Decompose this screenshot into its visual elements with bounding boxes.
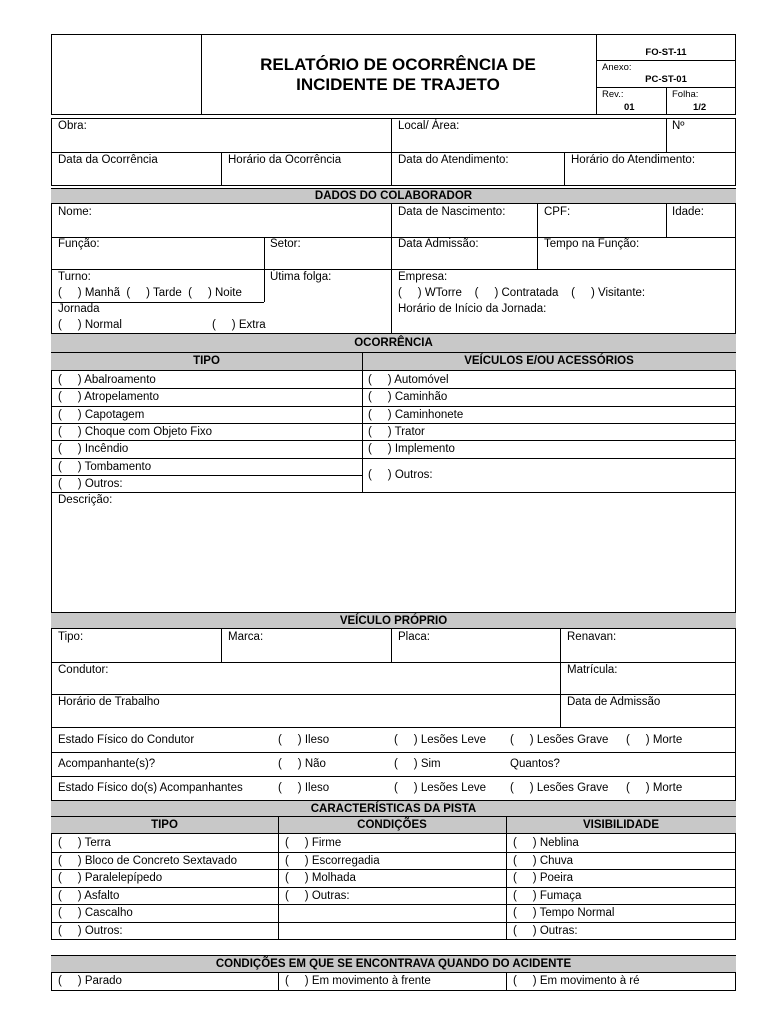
funcao-field[interactable]: Função: — [58, 238, 100, 250]
data-ocorrencia-field[interactable]: Data da Ocorrência — [58, 154, 158, 166]
ocorrencia-tipo-option[interactable]: ( ) Capotagem — [58, 409, 145, 421]
ocorrencia-veiculo-option[interactable]: ( ) Caminhão — [368, 391, 448, 403]
section-condicoes-acidente: CONDIÇÕES EM QUE SE ENCONTRAVA QUANDO DO ACIDENTE — [51, 955, 736, 973]
acompanhantes-ileso-option[interactable]: ( ) Ileso — [278, 782, 330, 794]
data-atendimento-field[interactable]: Data do Atendimento: — [398, 154, 509, 166]
ocorrencia-tipo-option[interactable]: ( ) Tombamento — [58, 461, 152, 473]
local-field[interactable]: Local/ Área: — [398, 120, 460, 132]
sheet-label: Folha: — [672, 89, 699, 100]
pista-condicao-option[interactable]: ( ) Firme — [285, 837, 342, 849]
condutor-field[interactable]: Condutor: — [58, 664, 109, 676]
inicio-jornada-field[interactable]: Horário de Início da Jornada: — [398, 303, 547, 315]
pista-visibilidade-option[interactable]: ( ) Chuva — [513, 855, 574, 867]
empresa-options[interactable]: ( ) WTorre ( ) Contratada ( ) Visitante: — [398, 287, 646, 299]
data-admissao-veiculo-field[interactable]: Data de Admissão — [567, 696, 661, 708]
pista-visibilidade-option[interactable]: ( ) Outras: — [513, 925, 578, 937]
empresa-label: Empresa: — [398, 271, 448, 283]
annex-value: PC-ST-01 — [645, 74, 687, 85]
pista-tipo-option[interactable]: ( ) Terra — [58, 837, 111, 849]
rev-label: Rev.: — [602, 89, 624, 100]
acompanhantes-sim-option[interactable]: ( ) Sim — [394, 758, 441, 770]
pista-condicao-option[interactable]: ( ) Outras: — [285, 890, 350, 902]
ocorrencia-veiculos-header: VEÍCULOS E/OU ACESSÓRIOS — [362, 353, 736, 371]
ocorrencia-veiculo-option[interactable]: ( ) Outros: — [368, 469, 433, 481]
veiculo-placa-field[interactable]: Placa: — [398, 631, 430, 643]
nome-field[interactable]: Nome: — [58, 206, 92, 218]
folga-field[interactable]: Útima folga: — [270, 271, 332, 283]
horario-ocorrencia-field[interactable]: Horário da Ocorrência — [228, 154, 342, 166]
admissao-field[interactable]: Data Admissão: — [398, 238, 479, 250]
condutor-morte-option[interactable]: ( ) Morte — [626, 734, 683, 746]
pista-condicao-option[interactable]: ( ) Molhada — [285, 872, 356, 884]
pista-tipo-header: TIPO — [51, 817, 278, 834]
parado-option[interactable]: ( ) Parado — [58, 975, 122, 987]
pista-visibilidade-header: VISIBILIDADE — [506, 817, 736, 834]
pista-tipo-option[interactable]: ( ) Cascalho — [58, 907, 133, 919]
jornada-normal-option[interactable]: ( ) Normal — [58, 319, 122, 331]
section-veiculo-proprio: VEÍCULO PRÓPRIO — [51, 612, 736, 629]
acompanhantes-morte-option[interactable]: ( ) Morte — [626, 782, 683, 794]
condutor-leve-option[interactable]: ( ) Lesões Leve — [394, 734, 487, 746]
form-code: FO-ST-11 — [645, 47, 687, 58]
estado-acompanhantes-label: Estado Físico do(s) Acompanhantes — [58, 782, 243, 794]
pista-tipo-option[interactable]: ( ) Asfalto — [58, 890, 120, 902]
veiculo-marca-field[interactable]: Marca: — [228, 631, 264, 643]
acompanhantes-leve-option[interactable]: ( ) Lesões Leve — [394, 782, 487, 794]
setor-field[interactable]: Setor: — [270, 238, 301, 250]
cpf-field[interactable]: CPF: — [544, 206, 571, 218]
obra-field[interactable]: Obra: — [58, 120, 87, 132]
idade-field[interactable]: Idade: — [672, 206, 704, 218]
pista-visibilidade-option[interactable]: ( ) Poeira — [513, 872, 574, 884]
ocorrencia-veiculo-option[interactable]: ( ) Implemento — [368, 443, 455, 455]
pista-tipo-option[interactable]: ( ) Outros: — [58, 925, 123, 937]
section-dados-colaborador: DADOS DO COLABORADOR — [51, 188, 736, 204]
numero-field[interactable]: Nº — [672, 120, 685, 132]
matricula-field[interactable]: Matrícula: — [567, 664, 618, 676]
ocorrencia-veiculo-option[interactable]: ( ) Trator — [368, 426, 425, 438]
quantos-field[interactable]: Quantos? — [510, 758, 560, 770]
pista-visibilidade-option[interactable]: ( ) Neblina — [513, 837, 579, 849]
veiculo-renavan-field[interactable]: Renavan: — [567, 631, 617, 643]
ocorrencia-tipo-option[interactable]: ( ) Choque com Objeto Fixo — [58, 426, 213, 438]
ocorrencia-veiculo-option[interactable]: ( ) Caminhonete — [368, 409, 464, 421]
ocorrencia-tipo-option[interactable]: ( ) Incêndio — [58, 443, 129, 455]
section-ocorrencia: OCORRÊNCIA — [51, 333, 736, 353]
section-caracteristicas-pista: CARACTERÍSTICAS DA PISTA — [51, 800, 736, 817]
veiculo-tipo-field[interactable]: Tipo: — [58, 631, 84, 643]
ocorrencia-veiculo-option[interactable]: ( ) Automóvel — [368, 374, 449, 386]
ocorrencia-tipo-option[interactable]: ( ) Outros: — [58, 478, 123, 490]
pista-condicoes-header: CONDIÇÕES — [278, 817, 506, 834]
condutor-ileso-option[interactable]: ( ) Ileso — [278, 734, 330, 746]
rev-value: 01 — [624, 102, 635, 113]
horario-trabalho-field[interactable]: Horário de Trabalho — [58, 696, 160, 708]
ocorrencia-tipo-option[interactable]: ( ) Atropelamento — [58, 391, 159, 403]
condutor-grave-option[interactable]: ( ) Lesões Grave — [510, 734, 609, 746]
acompanhantes-label: Acompanhante(s)? — [58, 758, 156, 770]
descricao-field[interactable]: Descrição: — [58, 494, 113, 506]
pista-tipo-option[interactable]: ( ) Paralelepípedo — [58, 872, 163, 884]
movimento-re-option[interactable]: ( ) Em movimento à ré — [513, 975, 640, 987]
nascimento-field[interactable]: Data de Nascimento: — [398, 206, 506, 218]
acompanhantes-grave-option[interactable]: ( ) Lesões Grave — [510, 782, 609, 794]
acompanhantes-nao-option[interactable]: ( ) Não — [278, 758, 326, 770]
sheet-value: 1/2 — [693, 102, 707, 113]
jornada-label: Jornada — [58, 303, 100, 315]
turno-options[interactable]: ( ) Manhã ( ) Tarde ( ) Noite — [58, 287, 242, 299]
jornada-extra-option[interactable]: ( ) Extra — [212, 319, 266, 331]
pista-visibilidade-option[interactable]: ( ) Fumaça — [513, 890, 582, 902]
pista-tipo-option[interactable]: ( ) Bloco de Concreto Sextavado — [58, 855, 237, 867]
tempo-funcao-field[interactable]: Tempo na Função: — [544, 238, 640, 250]
horario-atendimento-field[interactable]: Horário do Atendimento: — [571, 154, 696, 166]
pista-visibilidade-option[interactable]: ( ) Tempo Normal — [513, 907, 615, 919]
turno-label: Turno: — [58, 271, 91, 283]
annex-label: Anexo: — [602, 62, 632, 73]
estado-condutor-label: Estado Físico do Condutor — [58, 734, 195, 746]
movimento-frente-option[interactable]: ( ) Em movimento à frente — [285, 975, 431, 987]
ocorrencia-tipo-option[interactable]: ( ) Abalroamento — [58, 374, 156, 386]
pista-condicao-option[interactable]: ( ) Escorregadia — [285, 855, 380, 867]
document-title: RELATÓRIO DE OCORRÊNCIA DE INCIDENTE DE TRAJETO — [260, 55, 536, 94]
ocorrencia-tipo-header: TIPO — [51, 353, 362, 371]
